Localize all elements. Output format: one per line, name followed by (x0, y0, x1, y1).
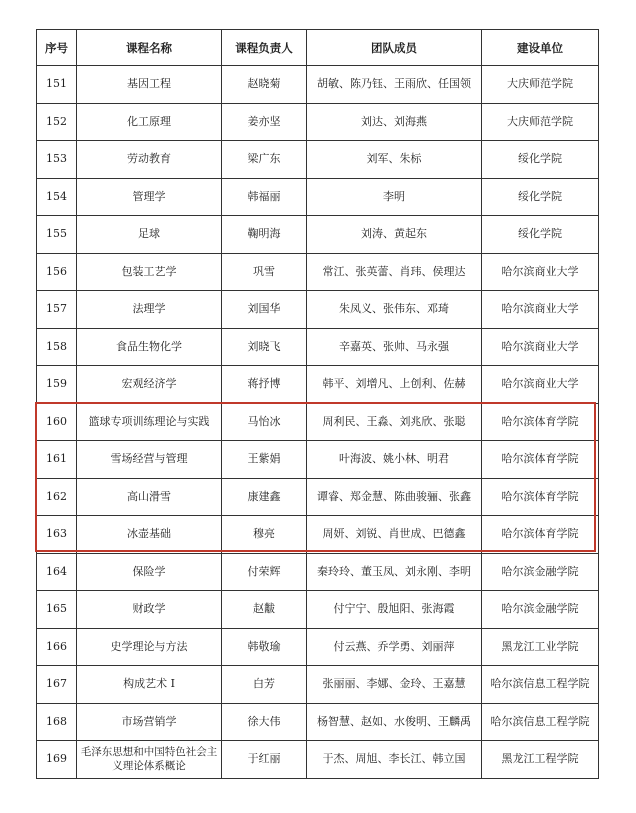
table-row (37, 553, 599, 591)
table-row (37, 103, 599, 141)
cell-lead: 于红丽 (222, 741, 307, 779)
cell-course: 基因工程 (77, 66, 222, 104)
cell-unit: 黑龙江工程学院 (482, 741, 599, 779)
cell-course: 雪场经营与管理 (77, 441, 222, 479)
cell-team: 刘军、朱标 (307, 141, 482, 179)
table-row (37, 291, 599, 329)
cell-team: 张丽丽、李娜、金玲、王嘉慧 (307, 666, 482, 704)
cell-course: 史学理论与方法 (77, 628, 222, 666)
cell-lead: 刘国华 (222, 291, 307, 329)
cell-lead: 赵黻 (222, 591, 307, 629)
cell-unit: 哈尔滨体育学院 (482, 478, 599, 516)
cell-no: 152 (37, 103, 77, 141)
cell-team: 秦玲玲、董玉凤、刘永刚、李明 (307, 553, 482, 591)
table-body (37, 66, 599, 779)
cell-no: 159 (37, 366, 77, 404)
cell-no: 163 (37, 516, 77, 554)
cell-lead: 付荣辉 (222, 553, 307, 591)
cell-team: 付云燕、乔学勇、刘丽萍 (307, 628, 482, 666)
cell-lead: 韩敬瑜 (222, 628, 307, 666)
header-no: 序号 (37, 30, 77, 66)
cell-course: 保险学 (77, 553, 222, 591)
table-row (37, 741, 599, 779)
cell-unit: 哈尔滨体育学院 (482, 441, 599, 479)
header-lead: 课程负责人 (222, 30, 307, 66)
cell-unit: 哈尔滨商业大学 (482, 291, 599, 329)
cell-team: 叶海波、姚小林、明君 (307, 441, 482, 479)
cell-no: 154 (37, 178, 77, 216)
cell-team: 朱凤义、张伟东、邓琦 (307, 291, 482, 329)
cell-unit: 黑龙江工业学院 (482, 628, 599, 666)
cell-team: 刘达、刘海燕 (307, 103, 482, 141)
cell-unit: 哈尔滨体育学院 (482, 516, 599, 554)
cell-course: 高山滑雪 (77, 478, 222, 516)
table-row (37, 328, 599, 366)
course-table (36, 29, 599, 779)
cell-lead: 刘晓飞 (222, 328, 307, 366)
table-row (37, 141, 599, 179)
cell-unit: 哈尔滨商业大学 (482, 366, 599, 404)
cell-team: 韩平、刘增凡、上创利、佐赫 (307, 366, 482, 404)
cell-unit: 哈尔滨体育学院 (482, 403, 599, 441)
cell-unit: 哈尔滨金融学院 (482, 553, 599, 591)
cell-course: 财政学 (77, 591, 222, 629)
cell-no: 155 (37, 216, 77, 254)
table-row (37, 216, 599, 254)
cell-no: 162 (37, 478, 77, 516)
table-row (37, 441, 599, 479)
cell-no: 169 (37, 741, 77, 779)
cell-team: 李明 (307, 178, 482, 216)
cell-no: 157 (37, 291, 77, 329)
header-unit: 建设单位 (482, 30, 599, 66)
cell-team: 杨智慧、赵如、水俊明、王麟禹 (307, 703, 482, 741)
cell-no: 156 (37, 253, 77, 291)
cell-lead: 马怡冰 (222, 403, 307, 441)
header-team: 团队成员 (307, 30, 482, 66)
table-row (37, 366, 599, 404)
table-row (37, 591, 599, 629)
table-row (37, 478, 599, 516)
cell-no: 151 (37, 66, 77, 104)
header-row (37, 30, 599, 66)
cell-lead: 穆亮 (222, 516, 307, 554)
table-row (37, 253, 599, 291)
cell-unit: 哈尔滨商业大学 (482, 328, 599, 366)
cell-no: 168 (37, 703, 77, 741)
cell-team: 刘涛、黄起东 (307, 216, 482, 254)
cell-unit: 哈尔滨金融学院 (482, 591, 599, 629)
cell-course: 包装工艺学 (77, 253, 222, 291)
cell-unit: 哈尔滨信息工程学院 (482, 666, 599, 704)
cell-course: 管理学 (77, 178, 222, 216)
cell-team: 付宁宁、殷旭阳、张海霞 (307, 591, 482, 629)
cell-lead: 韩福丽 (222, 178, 307, 216)
cell-no: 164 (37, 553, 77, 591)
cell-team: 辛嘉英、张帅、马永强 (307, 328, 482, 366)
cell-course: 劳动教育 (77, 141, 222, 179)
cell-unit: 大庆师范学院 (482, 103, 599, 141)
cell-course: 足球 (77, 216, 222, 254)
cell-no: 153 (37, 141, 77, 179)
cell-lead: 鞠明海 (222, 216, 307, 254)
cell-lead: 徐大伟 (222, 703, 307, 741)
table-row (37, 628, 599, 666)
table-row (37, 516, 599, 554)
cell-unit: 哈尔滨信息工程学院 (482, 703, 599, 741)
cell-team: 周利民、王淼、刘兆欣、张聪 (307, 403, 482, 441)
cell-course: 构成艺术 I (77, 666, 222, 704)
cell-lead: 梁广东 (222, 141, 307, 179)
cell-unit: 绥化学院 (482, 141, 599, 179)
cell-course: 毛泽东思想和中国特色社会主义理论体系概论 (77, 741, 222, 779)
header-course: 课程名称 (77, 30, 222, 66)
cell-no: 158 (37, 328, 77, 366)
cell-team: 于杰、周旭、李长江、韩立国 (307, 741, 482, 779)
cell-course: 篮球专项训练理论与实践 (77, 403, 222, 441)
cell-lead: 蒋抒博 (222, 366, 307, 404)
cell-course: 冰壶基础 (77, 516, 222, 554)
cell-lead: 康建鑫 (222, 478, 307, 516)
cell-lead: 白芳 (222, 666, 307, 704)
cell-team: 周妍、刘锐、肖世成、巴德鑫 (307, 516, 482, 554)
cell-unit: 绥化学院 (482, 178, 599, 216)
cell-team: 谭睿、郑金慧、陈曲骏骊、张鑫 (307, 478, 482, 516)
table-row (37, 403, 599, 441)
table-header (37, 30, 599, 66)
cell-unit: 大庆师范学院 (482, 66, 599, 104)
cell-unit: 绥化学院 (482, 216, 599, 254)
cell-lead: 王紫娟 (222, 441, 307, 479)
cell-no: 166 (37, 628, 77, 666)
cell-no: 160 (37, 403, 77, 441)
cell-course: 食品生物化学 (77, 328, 222, 366)
table-row (37, 666, 599, 704)
cell-lead: 姜亦坚 (222, 103, 307, 141)
cell-unit: 哈尔滨商业大学 (482, 253, 599, 291)
cell-no: 165 (37, 591, 77, 629)
table-row (37, 66, 599, 104)
cell-course: 宏观经济学 (77, 366, 222, 404)
cell-lead: 赵晓菊 (222, 66, 307, 104)
course-table-container (36, 29, 598, 779)
table-row (37, 178, 599, 216)
cell-no: 161 (37, 441, 77, 479)
cell-course: 市场营销学 (77, 703, 222, 741)
cell-course: 化工原理 (77, 103, 222, 141)
cell-team: 胡敏、陈乃钰、王雨欣、任国领 (307, 66, 482, 104)
cell-course: 法理学 (77, 291, 222, 329)
table-row (37, 703, 599, 741)
cell-team: 常江、张英蕾、肖玮、侯理达 (307, 253, 482, 291)
cell-no: 167 (37, 666, 77, 704)
cell-lead: 巩雪 (222, 253, 307, 291)
